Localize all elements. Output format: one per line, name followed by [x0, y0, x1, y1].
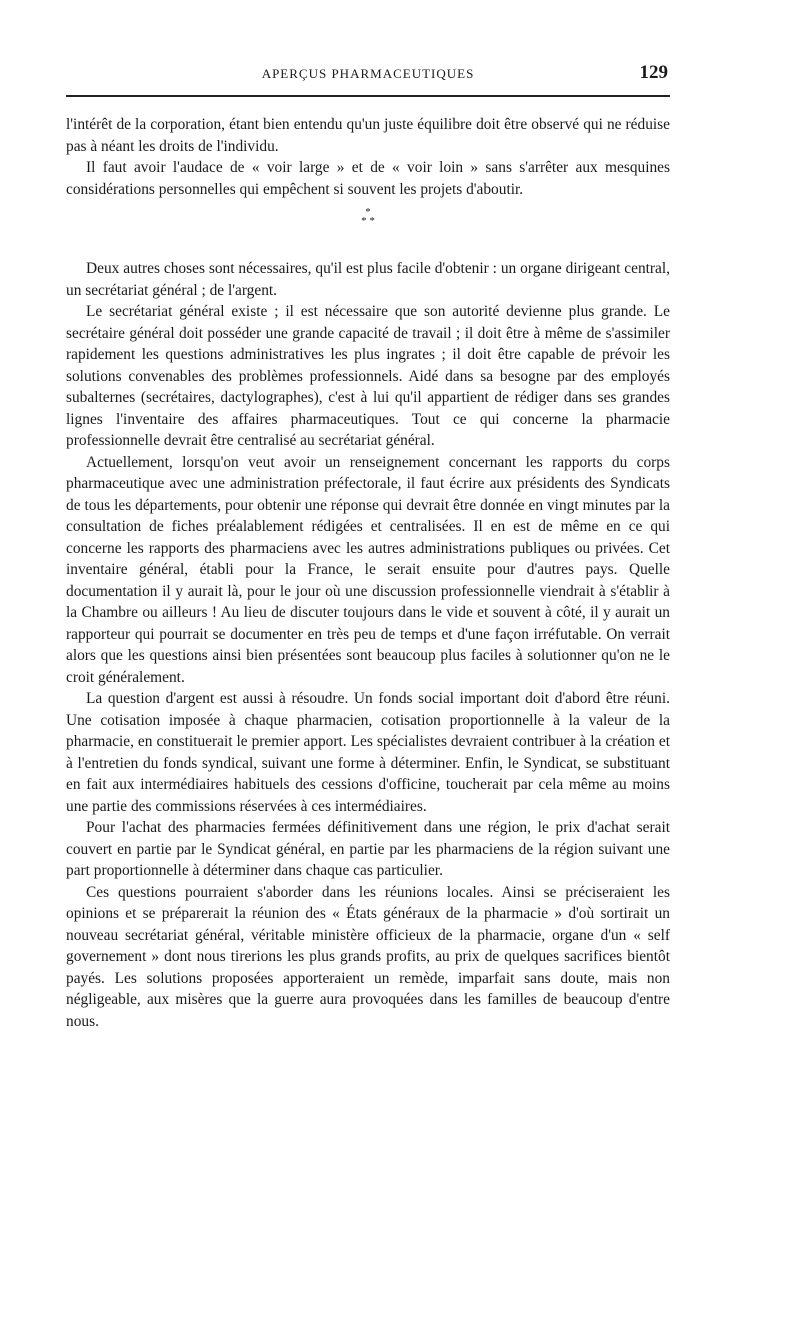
asterism-top: * [365, 206, 371, 218]
section-asterism [66, 208, 670, 232]
asterism-bottom: * * [361, 215, 375, 227]
running-head [66, 62, 670, 88]
paragraph: Le secrétariat général existe ; il est nécessaire que son autorité devienne plus grande. Le secrétaire général doit posséder une grande capacité de travail ; il doit être à même de s'assimiler rapidement les questions administratives les plus ingrates ; il doit être capable de prévoir les solutions convenables des problèmes professionnels. Aidé dans sa besogne par des employés subalternes (secrétaires, dactylographes), c'est à lui qu'il appartient de rédiger dans ses grandes lignes l'inventaire des affaires pharmaceutiques. Tout ce qui concerne la pharmacie professionnelle devrait être centralisé au secrétariat général. [66, 303, 670, 449]
paragraph: Deux autres choses sont nécessaires, qu'il est plus facile d'obtenir : un organe dirigeant central, un secrétariat général ; de l'argent. [66, 260, 670, 299]
paragraph: Il faut avoir l'audace de « voir large » et de « voir loin » sans s'arrêter aux mesquines considérations personnelles qui empêchent si souvent les projets d'aboutir. [66, 159, 670, 198]
running-title: APERÇUS PHARMACEUTIQUES [261, 66, 475, 81]
paragraph: Pour l'achat des pharmacies fermées définitivement dans une région, le prix d'achat serait couvert en partie par le Syndicat général, en partie par les pharmaciens de la région suivant une part proportionnelle à déterminer dans chaque cas particulier. [66, 819, 670, 879]
paragraph: l'intérêt de la corporation, étant bien entendu qu'un juste équilibre doit être observé qui ne réduise pas à néant les droits de l'individu. [66, 116, 670, 155]
paragraph: Actuellement, lorsqu'on veut avoir un renseignement concernant les rapports du corps pharmaceutique avec une administration préfectorale, il faut écrire aux présidents des Syndicats de tous les départements, pour obtenir une réponse qui devrait être donnée en vingt minutes par la consultation de fiches préalablement rédigées et centralisées. Il en est de même en ce qui concerne les rapports des pharmaciens avec les autres administrations publiques ou privées. Cet inventaire général, établi pour la France, le serait ensuite pour d'autres pays. Quelle documentation il y aurait là, pour le jour où une discussion professionnelle viendrait à s'établir à la Chambre ou ailleurs ! Au lieu de discuter toujours dans le vide et souvent à côté, il y aurait un rapporteur qui pourrait se documenter en très peu de temps et d'une façon irréfutable. On verrait alors que les questions ainsi bien présentées sont beaucoup plus faciles à solutionner qu'on ne le croit généralement. [66, 453, 670, 686]
paragraph: La question d'argent est aussi à résoudre. Un fonds social important doit d'abord être réuni. Une cotisation imposée à chaque pharmacien, cotisation proportionnelle à la valeur de la pharmacie, en constituerait le premier apport. Les spécialistes devraient contribuer à la création et à l'entretien du fonds syndical, suivant une forme à déterminer. Enfin, le Syndicat, se substituant en fait aux intermédiaires habituels des cessions d'officine, toucherait par cela même au moins une partie des commissions réservées à ces intermédiaires. [66, 690, 670, 815]
page-number: 129 [639, 62, 668, 83]
header-rule [66, 95, 670, 97]
paragraph: Ces questions pourraient s'aborder dans les réunions locales. Ainsi se préciseraient les opinions et se préparerait la réunion des « États généraux de la pharmacie » d'où sortirait un nouveau secrétariat général, véritable ministère officieux de la pharmacie, organe d'un « self governement » dont nous tirerions les plus grands profits, au prix de quelques sacrifices bientôt payés. Les solutions proposées apporteraient un remède, imparfait sans doute, mais non négligeable, aux misères que la guerre aura provoquées dans les familles de beaucoup d'entre nous. [66, 883, 670, 1030]
body-text [66, 114, 670, 1032]
